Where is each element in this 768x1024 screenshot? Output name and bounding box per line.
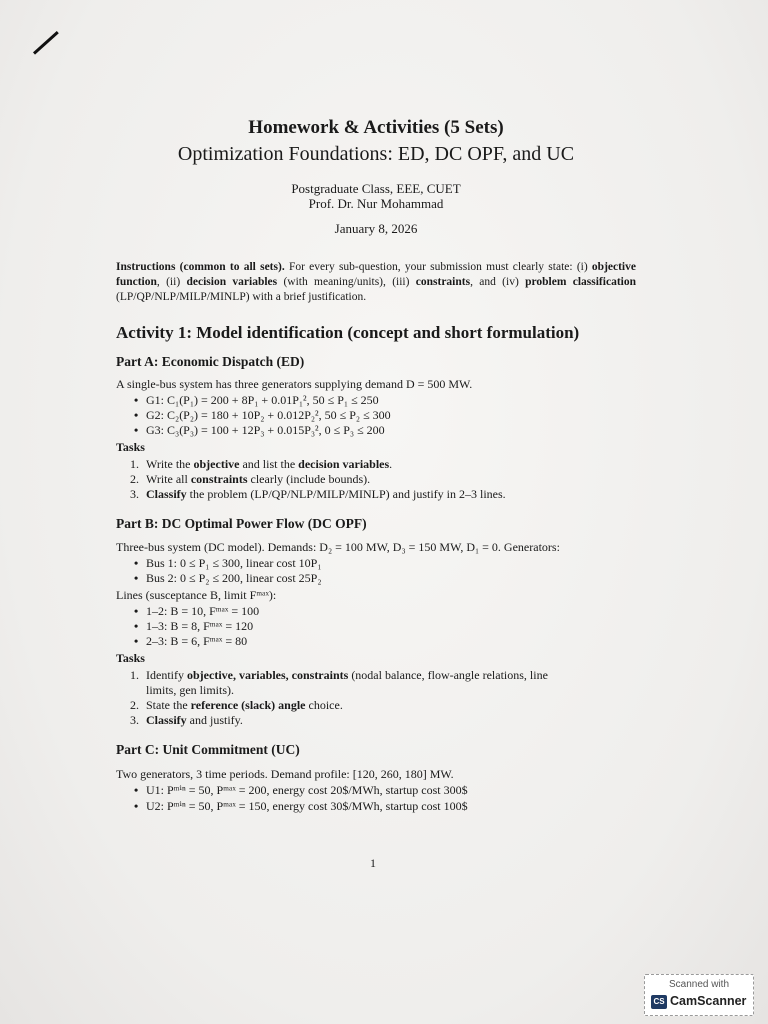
task-text: Identify	[146, 668, 187, 682]
task-text: .	[389, 457, 393, 471]
tasks-label: Tasks	[116, 440, 145, 454]
part-a-intro: A single-bus system has three generators supplying demand D = 500 MW.	[116, 377, 473, 391]
tasks-label: Tasks	[116, 651, 145, 665]
task-number: 3.	[130, 713, 139, 727]
task-number: 1.	[130, 668, 139, 682]
list-item: • 1–2: B = 10, Fᵐᵃˣ = 100	[134, 604, 259, 619]
task-bold: objective	[193, 457, 240, 471]
task-text: and justify.	[186, 713, 243, 727]
task-text: (nodal balance, flow-angle relations, line	[348, 668, 548, 682]
task-item	[130, 713, 243, 728]
list-item: • U2: Pᵐⁱⁿ = 50, Pᵐᵃˣ = 150, energy cost 30$/MWh, startup cost 100$	[134, 799, 468, 814]
page-number: 1	[370, 856, 376, 870]
task-number: 1.	[130, 457, 139, 471]
task-item	[130, 698, 343, 713]
instructions-bold: constraints	[415, 276, 471, 288]
list-item: • 1–3: B = 8, Fᵐᵃˣ = 120	[134, 619, 253, 634]
task-bold: objective, variables, constraints	[187, 668, 349, 682]
part-c-intro: Two generators, 3 time periods. Demand profile: [120, 260, 180] MW.	[116, 767, 454, 781]
camscanner-watermark	[644, 974, 754, 1016]
document-title: Homework & Activities (5 Sets)	[248, 117, 504, 138]
scanner-name: CamScanner	[670, 994, 747, 1008]
part-b-heading: Part B: DC Optimal Power Flow (DC OPF)	[116, 516, 367, 531]
task-number: 3.	[130, 487, 139, 501]
instructions-label: Instructions (common to all sets).	[116, 261, 285, 273]
task-text: clearly (include bounds).	[247, 472, 371, 486]
list-item: • U1: Pᵐⁱⁿ = 50, Pᵐᵃˣ = 200, energy cost 20$/MWh, startup cost 300$	[134, 783, 468, 798]
task-bold: constraints	[190, 472, 248, 486]
instructions-bold: objective function	[116, 261, 636, 288]
scanner-caption: Scanned with	[668, 979, 730, 990]
document-subtitle: Optimization Foundations: ED, DC OPF, and UC	[177, 143, 575, 165]
list-item: • Bus 1: 0 ≤ P₁ ≤ 300, linear cost 10P₁	[134, 556, 322, 571]
task-text: State the	[146, 698, 191, 712]
instructions-bold: decision variables	[186, 276, 278, 288]
list-item: • Bus 2: 0 ≤ P₂ ≤ 200, linear cost 25P₂	[134, 571, 322, 586]
list-item: • G1: C₁(P₁) = 200 + 8P₁ + 0.01P₁², 50 ≤ P₁ ≤ 250	[134, 393, 379, 408]
list-item: • 2–3: B = 6, Fᵐᵃˣ = 80	[134, 634, 247, 649]
author-line: Prof. Dr. Nur Mohammad	[308, 196, 444, 211]
task-item	[130, 472, 370, 487]
task-text: and list the	[239, 457, 299, 471]
lines-intro: Lines (susceptance B, limit Fᵐᵃˣ):	[116, 588, 277, 602]
instructions-bold: problem classification	[525, 276, 636, 288]
task-item	[130, 457, 392, 472]
task-text: choice.	[305, 698, 343, 712]
part-c-heading: Part C: Unit Commitment (UC)	[116, 742, 300, 757]
task-bold: Classify	[146, 713, 187, 727]
task-text: Write all	[146, 472, 191, 486]
task-text: the problem (LP/QP/NLP/MILP/MINLP) and justify in 2–3 lines.	[186, 487, 506, 501]
task-bold: Classify	[146, 487, 187, 501]
task-number: 2.	[130, 698, 139, 712]
instructions-text: , (ii)	[156, 276, 187, 288]
instructions-text: , and (iv)	[470, 276, 526, 288]
instructions-text: (LP/QP/NLP/MILP/MINLP) with a brief justification.	[116, 291, 367, 303]
task-bold: reference (slack) angle	[190, 698, 306, 712]
task-bold: decision variables	[298, 457, 390, 471]
instructions-paragraph	[116, 260, 636, 305]
instructions-text: (with meaning/units), (iii)	[277, 276, 416, 288]
camscanner-logo-icon: CS	[651, 995, 667, 1009]
list-item: • G3: C₃(P₃) = 100 + 12P₃ + 0.015P₃², 0 ≤ P₃ ≤ 200	[134, 423, 385, 438]
task-text: Write the	[146, 457, 194, 471]
class-line: Postgraduate Class, EEE, CUET	[291, 181, 461, 196]
task-number: 2.	[130, 472, 139, 486]
task-item	[130, 487, 506, 502]
task-continuation: limits, gen limits).	[146, 683, 235, 697]
activity-heading: Activity 1: Model identification (concept and short formulation)	[116, 323, 580, 342]
part-a-heading: Part A: Economic Dispatch (ED)	[116, 354, 305, 369]
list-item: • G2: C₂(P₂) = 180 + 10P₂ + 0.012P₂², 50 ≤ P₂ ≤ 300	[134, 408, 391, 423]
date-line: January 8, 2026	[334, 221, 418, 236]
task-item	[130, 668, 548, 683]
part-b-intro: Three-bus system (DC model). Demands: D₂ = 100 MW, D₃ = 150 MW, D₁ = 0. Generators:	[116, 540, 560, 554]
instructions-text: For every sub-question, your submission must clearly state: (i)	[284, 261, 592, 273]
